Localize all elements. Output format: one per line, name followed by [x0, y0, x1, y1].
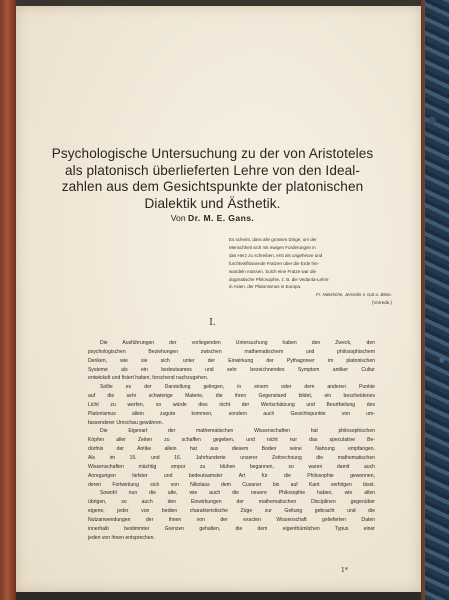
- epigraph-line: das Herz zu schreiben, erst als ungeheure und: [229, 252, 323, 258]
- body-line: Denken, wie sie sich unter der Einwirkung der Pythagoreer im platonischen: [88, 357, 375, 364]
- body-line: Platonismus allein zugute kommen, sondern auch Gesichtspunkte von um-: [88, 410, 375, 417]
- title-line: Psychologische Untersuchung zu der von Aristoteles: [51, 146, 374, 161]
- body-line: Als im 15. und 16. Jahrhunderte unserer Zeitrechnung die mathematischen: [88, 454, 375, 461]
- epigraph-line: wandeln müssen. Solch eine Fratze war die: [229, 268, 317, 274]
- author-prefix: Von: [170, 213, 186, 223]
- body-line: Wissenschaften mächtig empor zu blühen begannen, so waren damit auch: [88, 463, 375, 470]
- body-line: innerhalb bestimmter Grenzen gehalten, die dem eigenthümlichen Typus einer: [88, 525, 375, 532]
- epigraph-line: furchteinflössende Fratzen über die Erde hin-: [229, 260, 320, 266]
- title-line: zahlen aus dem Gesichtspunkte der platonischen: [61, 179, 364, 195]
- book-spine: [0, 0, 16, 600]
- body-line: jeden von ihnen entsprechen.: [88, 534, 155, 541]
- epigraph-line: dogmatische Philosophie, z. B. die Vedanta-Lehre: [229, 276, 329, 282]
- body-line: Nutzanwendungen der ihnen von der exacten Wissenschaft gelieferten Daten: [88, 516, 375, 523]
- body-line: Licht zu werfen, so würde dies nicht der Wertschätzung und Beurtheilung des: [88, 401, 375, 408]
- author-line: [45, 213, 380, 223]
- body-line: Die Ausführungen der vorliegenden Untersuchung haben den Zweck, den: [100, 340, 375, 346]
- body-line: Die Eigenart der mathematischen Wissenschaften hat philosophischen: [100, 428, 375, 435]
- title-line: Dialektik und Ästhetik.: [144, 195, 281, 211]
- body-line: deren Fortwirkung sich von Nikolaus dem Cusaner bis auf Kant verfolgen lässt.: [88, 481, 375, 488]
- body-line: Köpfen aller Zeiten zu schaffen gegeben, und nicht nur das speculative Be-: [88, 437, 375, 444]
- body-line: Systeme als ein bedeutsames und sehr bezeichnendes Symptom antiker Cultur: [88, 366, 375, 373]
- body-line: Anregungen tiefster und bedeutsamster Art für die Philosophie gewonnen,: [88, 472, 375, 479]
- body-line: Sowohl nun die alte, wie auch die neuere Philosophie haben, wie allen: [100, 490, 375, 497]
- article-title: [45, 146, 380, 212]
- body-line: entwickelt und fixiert haben, forschend nachzugehen.: [88, 375, 209, 382]
- body-line: eigene, jeder von beiden charakteristische Züge zur Geltung gebracht und die: [88, 508, 375, 515]
- author-name: Dr. M. E. Gans.: [188, 213, 255, 223]
- marbled-cover: [425, 0, 449, 600]
- body-line: psychologischen Beziehungen zwischen mathematischem und philosophischem: [88, 348, 375, 355]
- body-line: fassenderer Umschau gewähren.: [88, 419, 164, 426]
- section-numeral: I.: [209, 318, 216, 328]
- body-line: übrigen, so auch den Einwirkungen der mathematischen Disciplinen gegenüber: [88, 499, 375, 506]
- page-folio: 1*: [341, 567, 348, 574]
- body-line: dürfnis der Antike allein hat aus diesem Boden seine Nahrung empfangen.: [88, 446, 375, 453]
- body-text: [88, 339, 375, 542]
- body-line: Sollte es der Darstellung gelingen, in einem oder dem anderen Punkte: [100, 384, 375, 391]
- backdrop-bottom: [0, 592, 449, 600]
- epigraph-line: in Asien, der Platonismus in Europa.: [229, 284, 302, 290]
- body-line: auf die sehr schwierige Materie, die ihren Gegenstand bildet, ein bescheidenes: [88, 393, 375, 400]
- epigraph-attribution-note: (Vorrede.): [371, 300, 392, 306]
- title-line: als platonisch überlieferten Lehre von den Ideal-: [64, 162, 361, 178]
- epigraph-attribution: Fr. Nietzsche, Jenseits v. Gut u. Böse.: [315, 292, 392, 298]
- epigraph-line: Menschheit sich mit ewigen Forderungen in: [229, 244, 316, 250]
- epigraph: [229, 236, 392, 307]
- epigraph-line: Es scheint, dass alle grossen Dinge, um der: [229, 237, 317, 242]
